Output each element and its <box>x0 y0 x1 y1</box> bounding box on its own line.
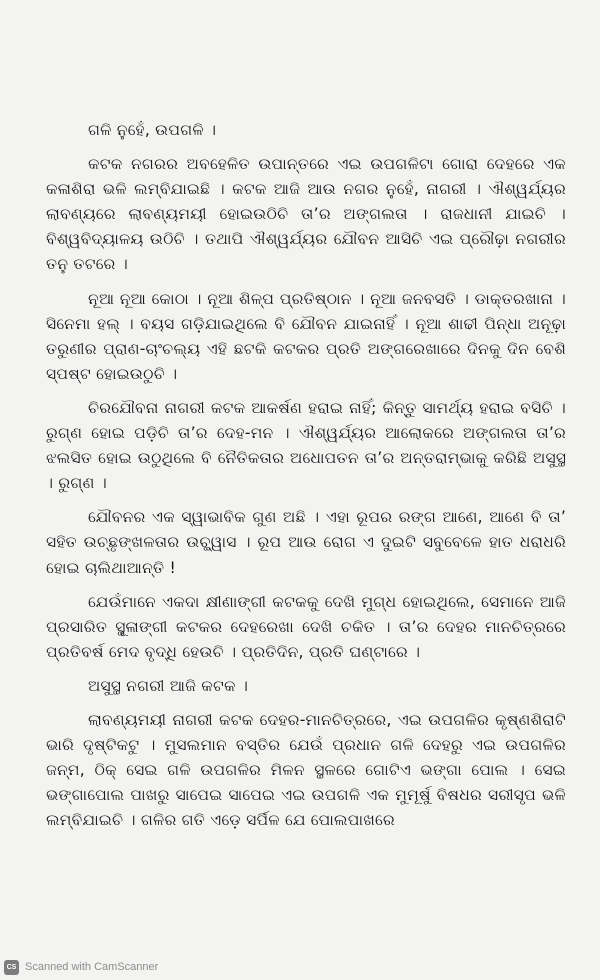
scanner-label: Scanned with CamScanner <box>25 961 159 973</box>
paragraph-1: ଗଳି ନୁହେଁ, ଉପଗଳି । <box>88 121 217 139</box>
paragraph-2: କଟକ ନଗରର ଅବହେଳିତ ଉପାନ୍ତରେ ଏଇ ଉପଗଳିଟା ଗୋରା ଦେହରେ ଏକ କଳାଶିରା ଭଳି ଲମ୍ବିଯାଇଛି । କଟକ ଆଜି ଆଉ ନଗର ନୁହେଁ, ନାଗରୀ । ଐଶ୍ୱର୍ଯ୍ୟର ଲାବଣ୍ୟରେ ଲାବଣ୍ୟମୟୀ ହୋଇଉଠିଚି ତା’ର ଅଙ୍ଗଲତା । ରାଜଧାନୀ ଯାଇଚି । ବିଶ୍ୱବିଦ୍ୟାଳୟ ଉଠିଚି । ତଥାପି ଐଶ୍ୱର୍ଯ୍ୟର ଯୌବନ ଆସିଚି ଏଇ ପ୍ରୌଢ଼ା ନଗରୀର ତନୁ ତଟରେ । <box>46 155 566 274</box>
paragraph-8: ଲାବଣ୍ୟମୟୀ ନାଗରୀ କଟକ ଦେହର-ମାନଚିତ୍ରରେ, ଏଇ ଉପଗଳିର କୃଷ୍ଣଶିରାଟି ଭାରି ଦୃଷ୍ଟିକଟୁ । ମୁସଲମାନ ବସ୍ତିର ଯେଉଁ ପ୍ରଧାନ ଗଳି ଦେହରୁ ଏଇ ଉପଗଳିର ଜନ୍ମ, ଠିକ୍ ସେଇ ଗଳି ଉପଗଳିର ମିଳନ ସ୍ଥଳରେ ଗୋଟିଏ ଭଙ୍ଗା ପୋଲ । ସେଇ ଭଙ୍ଗାପୋଲ ପାଖରୁ ସାପେଇ ସାପେଇ ଏଇ ଉପଗଳି ଏକ ମୁମୂର୍ଷୁ ବିଷଧର ସରୀସୃପ ଭଳି ଲମ୍ବିଯାଇଚି । ଗଳିର ଗତି ଏଡ଼େ ସର୍ପିଳ ଯେ ପୋଲପାଖରେ <box>46 710 566 830</box>
camscanner-logo-icon: CS <box>4 960 19 975</box>
paragraph-7: ଅସୁସ୍ଥ ନଗରୀ ଆଜି କଟକ । <box>88 676 249 695</box>
paragraph-3: ନୂଆ ନୂଆ କୋଠା । ନୂଆ ଶିଳ୍ପ ପ୍ରତିଷ୍ଠାନ । ନୂଆ ଜନବସତି । ଡାକ୍ତରଖାନା । ସିନେମା ହଲ୍ । ବୟସ ଗଡ଼ିଯାଇଥିଲେ ବି ଯୌବନ ଯାଇନାହିଁ । ନୂଆ ଶାଢୀ ପିନ୍ଧା ଅନୂଢ଼ା ତରୁଣୀର ପ୍ରାଣ-ଚାଂଚଲ୍ୟ ଏହି ଛଟକି କଟକର ପ୍ରତି ଅଙ୍ଗରେଖାରେ ଦିନକୁ ଦିନ ବେଶି ସ୍ପଷ୍ଟ ହୋଇଉଠୁଚି । <box>46 289 566 383</box>
paragraph-4: ଚିରଯୌବନା ନାଗରୀ କଟକ ଆକର୍ଷଣ ହରାଇ ନାହିଁ; କିନ୍ତୁ ସାମର୍ଥ୍ୟ ହରାଇ ବସିଚି । ରୁଗ୍ଣ ହୋଇ ପଡ଼ିଚି ତା’ର ଦେହ-ମନ । ଐଶ୍ୱର୍ଯ୍ୟର ଆଲୋକରେ ଅଙ୍ଗଲତା ତା’ର ଝଲସିତ ହୋଇ ଉଠୁଥିଲେ ବି ନୈତିକତାର ଅଧୋପତନ ତା’ର ଅନ୍ତରାମ୍ଭାକୁ କରିଛି ଅସୁସ୍ଥ । ରୁଗ୍ଣ । <box>46 398 566 493</box>
book-text <box>46 118 566 833</box>
paragraph-5: ଯୌବନର ଏକ ସ୍ୱାଭାବିକ ଗୁଣ ଅଛି । ଏହା ରୂପର ରଙ୍ଗ ଆଣେ, ଆଣେ ବି ତା’ ସହିତ ଉଚ୍ଛୃଙ୍ଖଳତାର ଉଚ୍ଛ୍ୱାସ । ରୂପ ଆଉ ରୋଗ ଏ ଦୁଇଟି ସବୁବେଳେ ହାତ ଧରାଧରି ହୋଇ ଚାଲିଥାଆନ୍ତି ! <box>46 508 566 577</box>
paragraph-6: ଯେଉଁମାନେ ଏକଦା କ୍ଷୀଣାଙ୍ଗୀ କଟକକୁ ଦେଖି ମୁଗ୍ଧ ହୋଇଥିଲେ, ସେମାନେ ଆଜି ପ୍ରସାରିତ ସ୍ଥୂଳାଙ୍ଗୀ କଟକର ଦେହରେଖା ଦେଖି ଚକିତ । ତା’ର ଦେହର ମାନଚିତ୍ରରେ ପ୍ରତିବର୍ଷ ମେଦ ବୃଦ୍ଧି ହେଉଚି । ପ୍ରତିଦିନ, ପ୍ରତି ଘଣ୍ଟାରେ । <box>46 592 566 661</box>
scanner-watermark <box>4 959 158 975</box>
